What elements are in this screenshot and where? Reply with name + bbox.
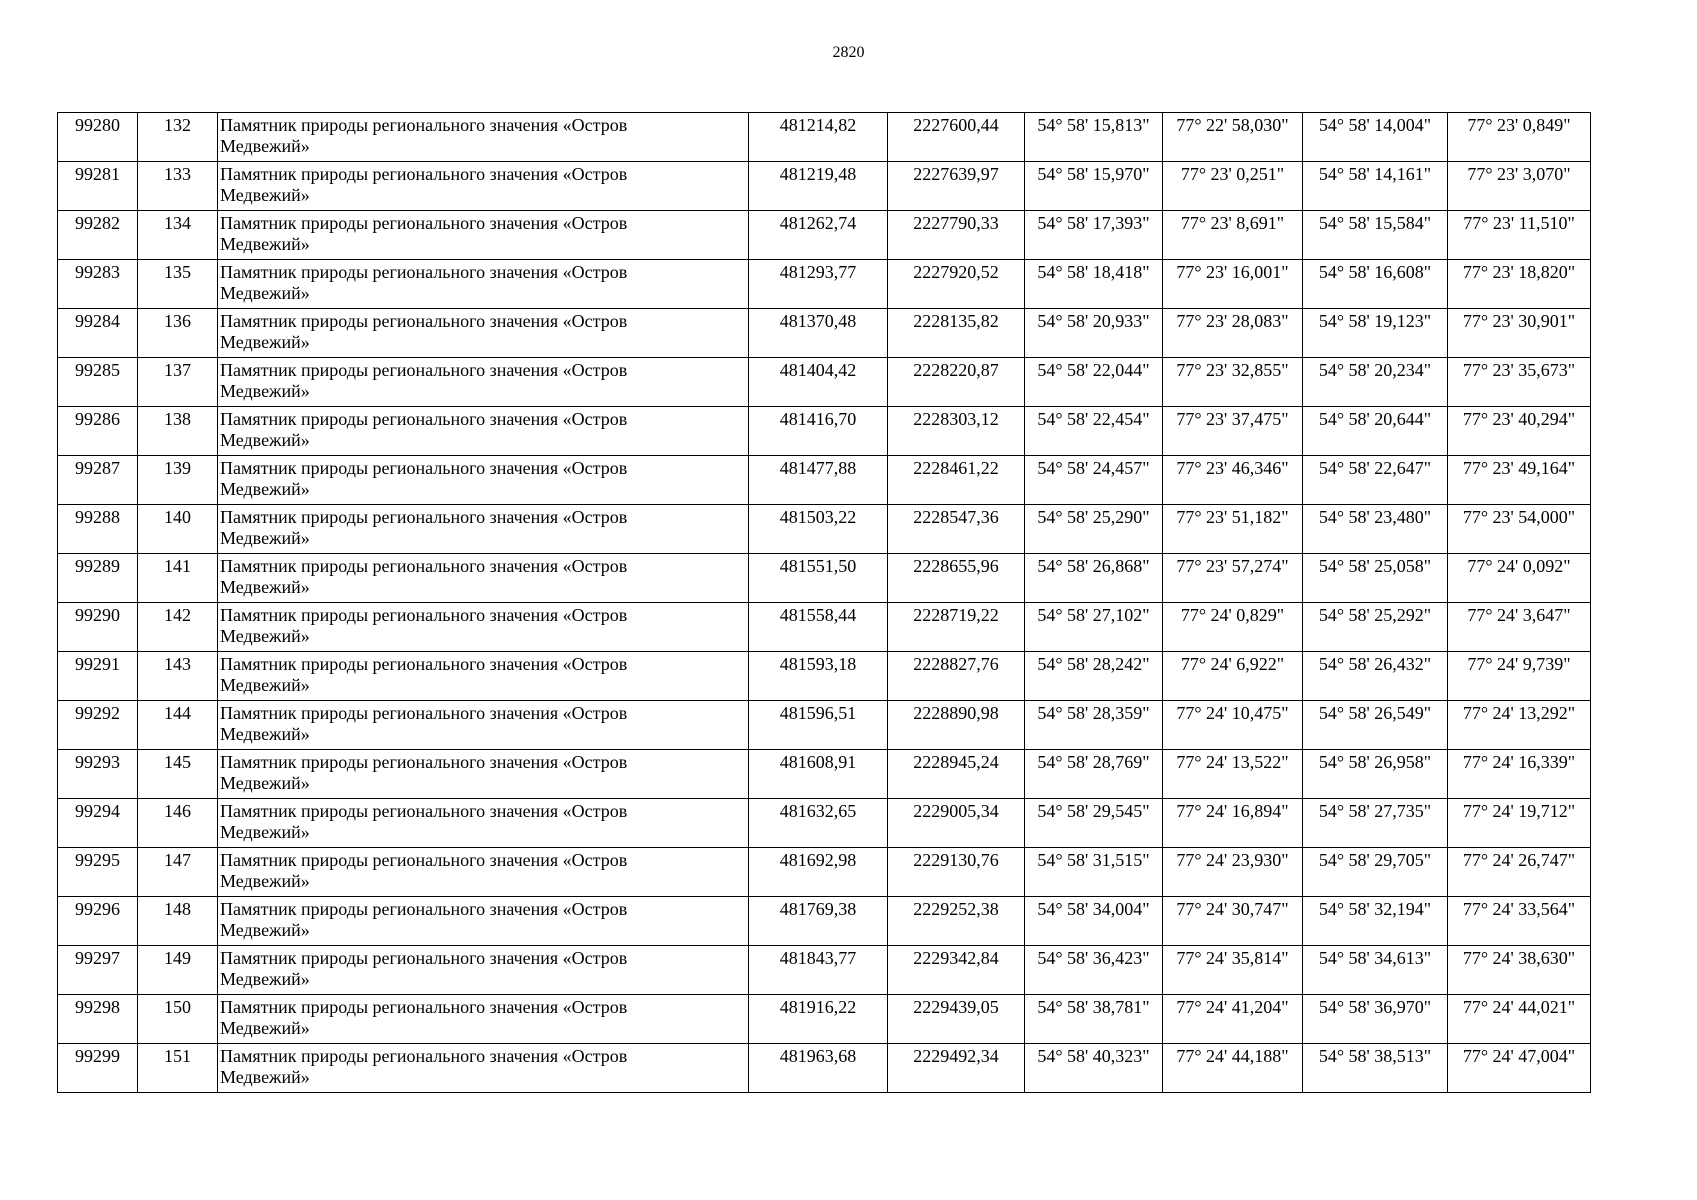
cell-record-id: 99280: [58, 113, 138, 162]
cell-record-id: 99289: [58, 554, 138, 603]
table-row: [58, 897, 1591, 946]
cell-longitude-2: 77° 24' 33,564": [1448, 897, 1591, 946]
cell-x-coordinate: 481769,38: [749, 897, 888, 946]
cell-longitude-2: 77° 24' 44,021": [1448, 995, 1591, 1044]
cell-object-name: Памятник природы регионального значения «Остров Медвежий»: [218, 1044, 749, 1093]
cell-longitude-2: 77° 23' 40,294": [1448, 407, 1591, 456]
cell-point-number: 137: [138, 358, 218, 407]
cell-latitude-2: 54° 58' 27,735": [1303, 799, 1448, 848]
cell-point-number: 146: [138, 799, 218, 848]
cell-latitude-1: 54° 58' 28,769": [1025, 750, 1163, 799]
cell-latitude-2: 54° 58' 29,705": [1303, 848, 1448, 897]
cell-y-coordinate: 2229439,05: [888, 995, 1025, 1044]
cell-record-id: 99296: [58, 897, 138, 946]
cell-x-coordinate: 481593,18: [749, 652, 888, 701]
cell-record-id: 99291: [58, 652, 138, 701]
cell-point-number: 142: [138, 603, 218, 652]
cell-longitude-1: 77° 23' 32,855": [1163, 358, 1303, 407]
cell-record-id: 99285: [58, 358, 138, 407]
cell-record-id: 99294: [58, 799, 138, 848]
cell-longitude-2: 77° 23' 49,164": [1448, 456, 1591, 505]
cell-x-coordinate: 481843,77: [749, 946, 888, 995]
cell-x-coordinate: 481963,68: [749, 1044, 888, 1093]
cell-longitude-2: 77° 24' 3,647": [1448, 603, 1591, 652]
cell-longitude-2: 77° 24' 19,712": [1448, 799, 1591, 848]
cell-y-coordinate: 2229492,34: [888, 1044, 1025, 1093]
cell-x-coordinate: 481596,51: [749, 701, 888, 750]
table-row: [58, 701, 1591, 750]
cell-x-coordinate: 481503,22: [749, 505, 888, 554]
cell-y-coordinate: 2229342,84: [888, 946, 1025, 995]
cell-point-number: 136: [138, 309, 218, 358]
cell-latitude-1: 54° 58' 24,457": [1025, 456, 1163, 505]
cell-object-name: Памятник природы регионального значения «Остров Медвежий»: [218, 995, 749, 1044]
cell-x-coordinate: 481692,98: [749, 848, 888, 897]
cell-latitude-1: 54° 58' 17,393": [1025, 211, 1163, 260]
page-number: 2820: [832, 44, 865, 61]
cell-longitude-1: 77° 24' 16,894": [1163, 799, 1303, 848]
cell-object-name: Памятник природы регионального значения «Остров Медвежий»: [218, 701, 749, 750]
table-row: [58, 652, 1591, 701]
cell-longitude-1: 77° 23' 51,182": [1163, 505, 1303, 554]
cell-object-name: Памятник природы регионального значения «Остров Медвежий»: [218, 456, 749, 505]
cell-point-number: 147: [138, 848, 218, 897]
cell-longitude-1: 77° 24' 6,922": [1163, 652, 1303, 701]
cell-latitude-2: 54° 58' 38,513": [1303, 1044, 1448, 1093]
cell-latitude-2: 54° 58' 14,004": [1303, 113, 1448, 162]
cell-point-number: 145: [138, 750, 218, 799]
cell-point-number: 144: [138, 701, 218, 750]
table-row: [58, 358, 1591, 407]
cell-latitude-2: 54° 58' 26,549": [1303, 701, 1448, 750]
cell-longitude-2: 77° 23' 18,820": [1448, 260, 1591, 309]
cell-point-number: 134: [138, 211, 218, 260]
cell-y-coordinate: 2228135,82: [888, 309, 1025, 358]
table-row: [58, 554, 1591, 603]
cell-longitude-2: 77° 23' 11,510": [1448, 211, 1591, 260]
cell-longitude-2: 77° 24' 9,739": [1448, 652, 1591, 701]
cell-object-name: Памятник природы регионального значения «Остров Медвежий»: [218, 848, 749, 897]
cell-x-coordinate: 481262,74: [749, 211, 888, 260]
cell-record-id: 99286: [58, 407, 138, 456]
table-row: [58, 848, 1591, 897]
cell-y-coordinate: 2227600,44: [888, 113, 1025, 162]
coordinates-table: [57, 112, 1591, 1093]
cell-record-id: 99288: [58, 505, 138, 554]
table-row: [58, 113, 1591, 162]
cell-y-coordinate: 2228719,22: [888, 603, 1025, 652]
cell-latitude-2: 54° 58' 23,480": [1303, 505, 1448, 554]
table-row: [58, 260, 1591, 309]
cell-y-coordinate: 2229130,76: [888, 848, 1025, 897]
cell-object-name: Памятник природы регионального значения «Остров Медвежий»: [218, 554, 749, 603]
cell-latitude-1: 54° 58' 18,418": [1025, 260, 1163, 309]
cell-object-name: Памятник природы регионального значения «Остров Медвежий»: [218, 407, 749, 456]
cell-x-coordinate: 481551,50: [749, 554, 888, 603]
cell-record-id: 99295: [58, 848, 138, 897]
cell-y-coordinate: 2228303,12: [888, 407, 1025, 456]
cell-x-coordinate: 481370,48: [749, 309, 888, 358]
cell-object-name: Памятник природы регионального значения «Остров Медвежий»: [218, 260, 749, 309]
table-row: [58, 799, 1591, 848]
cell-latitude-2: 54° 58' 25,292": [1303, 603, 1448, 652]
cell-latitude-2: 54° 58' 19,123": [1303, 309, 1448, 358]
cell-longitude-2: 77° 23' 30,901": [1448, 309, 1591, 358]
cell-object-name: Памятник природы регионального значения «Остров Медвежий»: [218, 309, 749, 358]
cell-object-name: Памятник природы регионального значения «Остров Медвежий»: [218, 505, 749, 554]
cell-y-coordinate: 2228220,87: [888, 358, 1025, 407]
cell-latitude-2: 54° 58' 16,608": [1303, 260, 1448, 309]
cell-longitude-1: 77° 23' 37,475": [1163, 407, 1303, 456]
cell-x-coordinate: 481632,65: [749, 799, 888, 848]
cell-x-coordinate: 481916,22: [749, 995, 888, 1044]
cell-latitude-2: 54° 58' 26,958": [1303, 750, 1448, 799]
cell-longitude-2: 77° 24' 16,339": [1448, 750, 1591, 799]
cell-x-coordinate: 481219,48: [749, 162, 888, 211]
table-row: [58, 1044, 1591, 1093]
cell-y-coordinate: 2228945,24: [888, 750, 1025, 799]
cell-record-id: 99292: [58, 701, 138, 750]
cell-longitude-1: 77° 24' 30,747": [1163, 897, 1303, 946]
cell-latitude-2: 54° 58' 25,058": [1303, 554, 1448, 603]
cell-latitude-1: 54° 58' 27,102": [1025, 603, 1163, 652]
cell-longitude-1: 77° 23' 16,001": [1163, 260, 1303, 309]
cell-longitude-2: 77° 24' 13,292": [1448, 701, 1591, 750]
cell-longitude-1: 77° 24' 13,522": [1163, 750, 1303, 799]
cell-latitude-1: 54° 58' 25,290": [1025, 505, 1163, 554]
cell-object-name: Памятник природы регионального значения «Остров Медвежий»: [218, 113, 749, 162]
cell-y-coordinate: 2227790,33: [888, 211, 1025, 260]
cell-record-id: 99293: [58, 750, 138, 799]
cell-x-coordinate: 481404,42: [749, 358, 888, 407]
table-row: [58, 407, 1591, 456]
cell-object-name: Памятник природы регионального значения «Остров Медвежий»: [218, 897, 749, 946]
cell-x-coordinate: 481293,77: [749, 260, 888, 309]
cell-point-number: 141: [138, 554, 218, 603]
cell-y-coordinate: 2228461,22: [888, 456, 1025, 505]
cell-longitude-1: 77° 22' 58,030": [1163, 113, 1303, 162]
table-row: [58, 505, 1591, 554]
cell-x-coordinate: 481608,91: [749, 750, 888, 799]
cell-y-coordinate: 2228890,98: [888, 701, 1025, 750]
cell-x-coordinate: 481477,88: [749, 456, 888, 505]
cell-latitude-1: 54° 58' 31,515": [1025, 848, 1163, 897]
cell-record-id: 99290: [58, 603, 138, 652]
cell-latitude-1: 54° 58' 29,545": [1025, 799, 1163, 848]
cell-longitude-2: 77° 23' 3,070": [1448, 162, 1591, 211]
cell-point-number: 138: [138, 407, 218, 456]
cell-longitude-1: 77° 23' 46,346": [1163, 456, 1303, 505]
cell-object-name: Памятник природы регионального значения «Остров Медвежий»: [218, 162, 749, 211]
cell-latitude-1: 54° 58' 15,813": [1025, 113, 1163, 162]
cell-record-id: 99281: [58, 162, 138, 211]
cell-point-number: 143: [138, 652, 218, 701]
cell-object-name: Памятник природы регионального значения «Остров Медвежий»: [218, 652, 749, 701]
cell-latitude-2: 54° 58' 15,584": [1303, 211, 1448, 260]
cell-point-number: 150: [138, 995, 218, 1044]
cell-x-coordinate: 481214,82: [749, 113, 888, 162]
cell-y-coordinate: 2229252,38: [888, 897, 1025, 946]
cell-longitude-1: 77° 23' 28,083": [1163, 309, 1303, 358]
cell-longitude-2: 77° 24' 47,004": [1448, 1044, 1591, 1093]
cell-latitude-1: 54° 58' 26,868": [1025, 554, 1163, 603]
cell-point-number: 148: [138, 897, 218, 946]
table-body: [58, 113, 1591, 1093]
cell-latitude-1: 54° 58' 15,970": [1025, 162, 1163, 211]
cell-latitude-1: 54° 58' 28,242": [1025, 652, 1163, 701]
cell-latitude-1: 54° 58' 20,933": [1025, 309, 1163, 358]
cell-object-name: Памятник природы регионального значения «Остров Медвежий»: [218, 603, 749, 652]
cell-longitude-1: 77° 24' 35,814": [1163, 946, 1303, 995]
cell-longitude-1: 77° 24' 10,475": [1163, 701, 1303, 750]
cell-longitude-1: 77° 23' 57,274": [1163, 554, 1303, 603]
cell-longitude-1: 77° 24' 23,930": [1163, 848, 1303, 897]
table-row: [58, 211, 1591, 260]
cell-longitude-2: 77° 23' 35,673": [1448, 358, 1591, 407]
cell-latitude-2: 54° 58' 14,161": [1303, 162, 1448, 211]
cell-longitude-1: 77° 24' 41,204": [1163, 995, 1303, 1044]
cell-longitude-2: 77° 24' 26,747": [1448, 848, 1591, 897]
cell-object-name: Памятник природы регионального значения «Остров Медвежий»: [218, 946, 749, 995]
cell-latitude-1: 54° 58' 40,323": [1025, 1044, 1163, 1093]
cell-y-coordinate: 2228547,36: [888, 505, 1025, 554]
cell-point-number: 139: [138, 456, 218, 505]
table-row: [58, 456, 1591, 505]
cell-y-coordinate: 2228827,76: [888, 652, 1025, 701]
cell-record-id: 99299: [58, 1044, 138, 1093]
cell-record-id: 99287: [58, 456, 138, 505]
cell-latitude-2: 54° 58' 34,613": [1303, 946, 1448, 995]
cell-latitude-2: 54° 58' 26,432": [1303, 652, 1448, 701]
cell-latitude-1: 54° 58' 28,359": [1025, 701, 1163, 750]
table-row: [58, 309, 1591, 358]
cell-record-id: 99283: [58, 260, 138, 309]
cell-y-coordinate: 2229005,34: [888, 799, 1025, 848]
cell-object-name: Памятник природы регионального значения «Остров Медвежий»: [218, 211, 749, 260]
table-row: [58, 946, 1591, 995]
table-row: [58, 162, 1591, 211]
cell-latitude-1: 54° 58' 22,454": [1025, 407, 1163, 456]
cell-latitude-1: 54° 58' 34,004": [1025, 897, 1163, 946]
cell-record-id: 99298: [58, 995, 138, 1044]
cell-longitude-1: 77° 23' 8,691": [1163, 211, 1303, 260]
cell-longitude-1: 77° 23' 0,251": [1163, 162, 1303, 211]
table-row: [58, 603, 1591, 652]
cell-latitude-2: 54° 58' 20,644": [1303, 407, 1448, 456]
cell-y-coordinate: 2227639,97: [888, 162, 1025, 211]
cell-latitude-2: 54° 58' 22,647": [1303, 456, 1448, 505]
cell-latitude-1: 54° 58' 36,423": [1025, 946, 1163, 995]
cell-longitude-1: 77° 24' 44,188": [1163, 1044, 1303, 1093]
cell-longitude-1: 77° 24' 0,829": [1163, 603, 1303, 652]
cell-point-number: 135: [138, 260, 218, 309]
cell-object-name: Памятник природы регионального значения «Остров Медвежий»: [218, 358, 749, 407]
cell-object-name: Памятник природы регионального значения «Остров Медвежий»: [218, 799, 749, 848]
cell-object-name: Памятник природы регионального значения «Остров Медвежий»: [218, 750, 749, 799]
table-row: [58, 750, 1591, 799]
table-row: [58, 995, 1591, 1044]
cell-y-coordinate: 2228655,96: [888, 554, 1025, 603]
cell-record-id: 99297: [58, 946, 138, 995]
cell-record-id: 99282: [58, 211, 138, 260]
cell-record-id: 99284: [58, 309, 138, 358]
cell-latitude-2: 54° 58' 32,194": [1303, 897, 1448, 946]
cell-longitude-2: 77° 23' 54,000": [1448, 505, 1591, 554]
cell-point-number: 132: [138, 113, 218, 162]
cell-latitude-2: 54° 58' 36,970": [1303, 995, 1448, 1044]
cell-longitude-2: 77° 24' 0,092": [1448, 554, 1591, 603]
cell-point-number: 140: [138, 505, 218, 554]
cell-point-number: 149: [138, 946, 218, 995]
cell-point-number: 133: [138, 162, 218, 211]
cell-latitude-2: 54° 58' 20,234": [1303, 358, 1448, 407]
cell-longitude-2: 77° 24' 38,630": [1448, 946, 1591, 995]
cell-latitude-1: 54° 58' 38,781": [1025, 995, 1163, 1044]
cell-y-coordinate: 2227920,52: [888, 260, 1025, 309]
cell-x-coordinate: 481416,70: [749, 407, 888, 456]
cell-point-number: 151: [138, 1044, 218, 1093]
cell-latitude-1: 54° 58' 22,044": [1025, 358, 1163, 407]
cell-longitude-2: 77° 23' 0,849": [1448, 113, 1591, 162]
cell-x-coordinate: 481558,44: [749, 603, 888, 652]
